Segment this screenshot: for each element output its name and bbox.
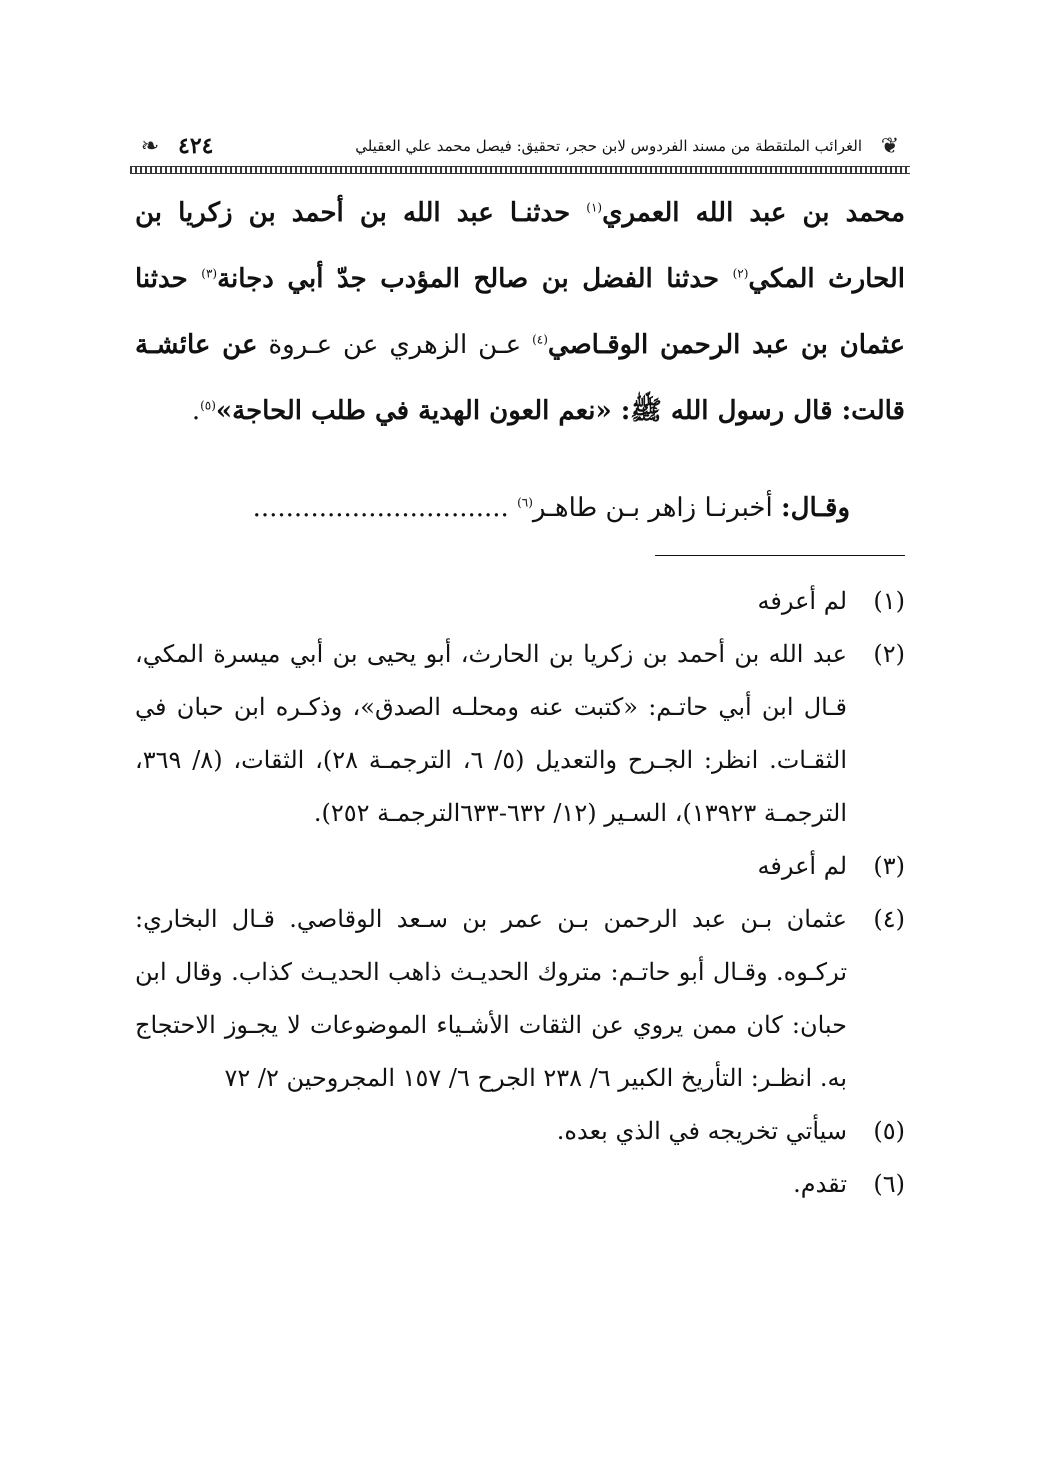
footnote-ref: (٥) <box>200 398 216 413</box>
footnote-item <box>135 628 905 840</box>
footnote-ref: (٦) <box>517 495 533 510</box>
footnote-text: لم أعرفه <box>757 852 847 880</box>
hadith-paragraph <box>135 180 905 444</box>
footnote-number: (١) <box>873 587 905 615</box>
running-header <box>130 128 910 164</box>
text-segment: عـن الزهري عن عـروة <box>257 330 533 360</box>
said-label: وقـال: <box>780 493 850 523</box>
dots-leader: ............................... <box>252 493 518 523</box>
footnote-item <box>135 1105 905 1158</box>
header-divider <box>130 166 910 174</box>
footnote-divider <box>655 555 905 556</box>
footnote-number: (٣) <box>873 852 905 880</box>
text-segment: حدثنا عثمان بن عبد الرحمن الوقـاصي <box>135 264 906 360</box>
footnotes-list <box>135 575 905 1211</box>
footnote-ref: (٤) <box>532 332 548 347</box>
footnote-ref: (١) <box>586 200 603 215</box>
footnote-item <box>135 893 905 1105</box>
footnote-text: عبد الله بن أحمد بن زكريا بن الحارث، أبو يحيى بن أبي ميسرة المكي، قـال ابن أبي حاتـم: «كتبت عنه ومحلـه الصدق»، وذكـره ابن حبان في الثقـات. انظر: الجـرح والتعديل (٥/ ٦، الترجمـة ٢٨)، الثقات، (٨/ ٣٦٩، الترجمـة ١٣٩٢٣)، السـير (١٢/ ٦٣٢-٦٣٣الترجمـة ٢٥٢). <box>135 640 848 827</box>
footnote-text: لم أعرفه <box>757 587 847 615</box>
footnote-number: (٤) <box>873 905 905 933</box>
header-title: الغرائب الملتقطة من مسند الفردوس لابن حجر، تحقيق: فيصل محمد علي العقيلي <box>355 137 862 155</box>
footnote-number: (٢) <box>873 640 905 668</box>
footnote-item <box>135 840 905 893</box>
footnote-number: (٥) <box>873 1117 905 1145</box>
text-segment: أخبرنـا زاهر بـن طاهـر <box>532 493 781 523</box>
text-segment: محمد بن عبد الله العمري <box>602 198 905 228</box>
text-segment: حدثنا الفضل بن صالح المؤدب جدّ أبي دجانة <box>217 264 733 294</box>
text-segment: . <box>191 396 201 426</box>
footnote-ref: (٣) <box>201 266 218 281</box>
hadith-text: عن عائشـة قالت: قال رسول الله ﷺ: «نعم العون الهدية في طلب الحاجة» <box>135 330 905 426</box>
ornament-left-icon: ❧ <box>140 133 160 159</box>
next-isnad-line <box>135 478 850 538</box>
text-segment: حدثنـا عبد الله بن أحمد بن زكريا بن الحارث المكي <box>135 198 906 294</box>
footnote-text: تقدم. <box>793 1170 847 1198</box>
footnote-number: (٦) <box>873 1170 905 1198</box>
page-number: ٤٢٤ <box>178 133 214 159</box>
footnote-item <box>135 575 905 628</box>
footnote-item <box>135 1158 905 1211</box>
footnote-ref: (٢) <box>732 266 749 281</box>
footnote-text: سيأتي تخريجه في الذي بعده. <box>556 1117 847 1145</box>
ornament-right-icon: ❦ <box>880 133 900 159</box>
main-text <box>135 180 905 444</box>
footnote-text: عثمان بـن عبد الرحمن بـن عمر بن سـعد الوقاصي. قـال البخاري: تركـوه. وقـال أبو حاتـم: متروك الحديـث ذاهب الحديـث كذاب. وقال ابن حبان: كان ممن يروي عن الثقات الأشـياء الموضوعات لا يجـوز الاحتجاج به. انظـر: التأريخ الكبير ٦/ ٢٣٨ الجرح ٦/ ١٥٧ المجروحين ٢/ ٧٢ <box>135 905 847 1092</box>
